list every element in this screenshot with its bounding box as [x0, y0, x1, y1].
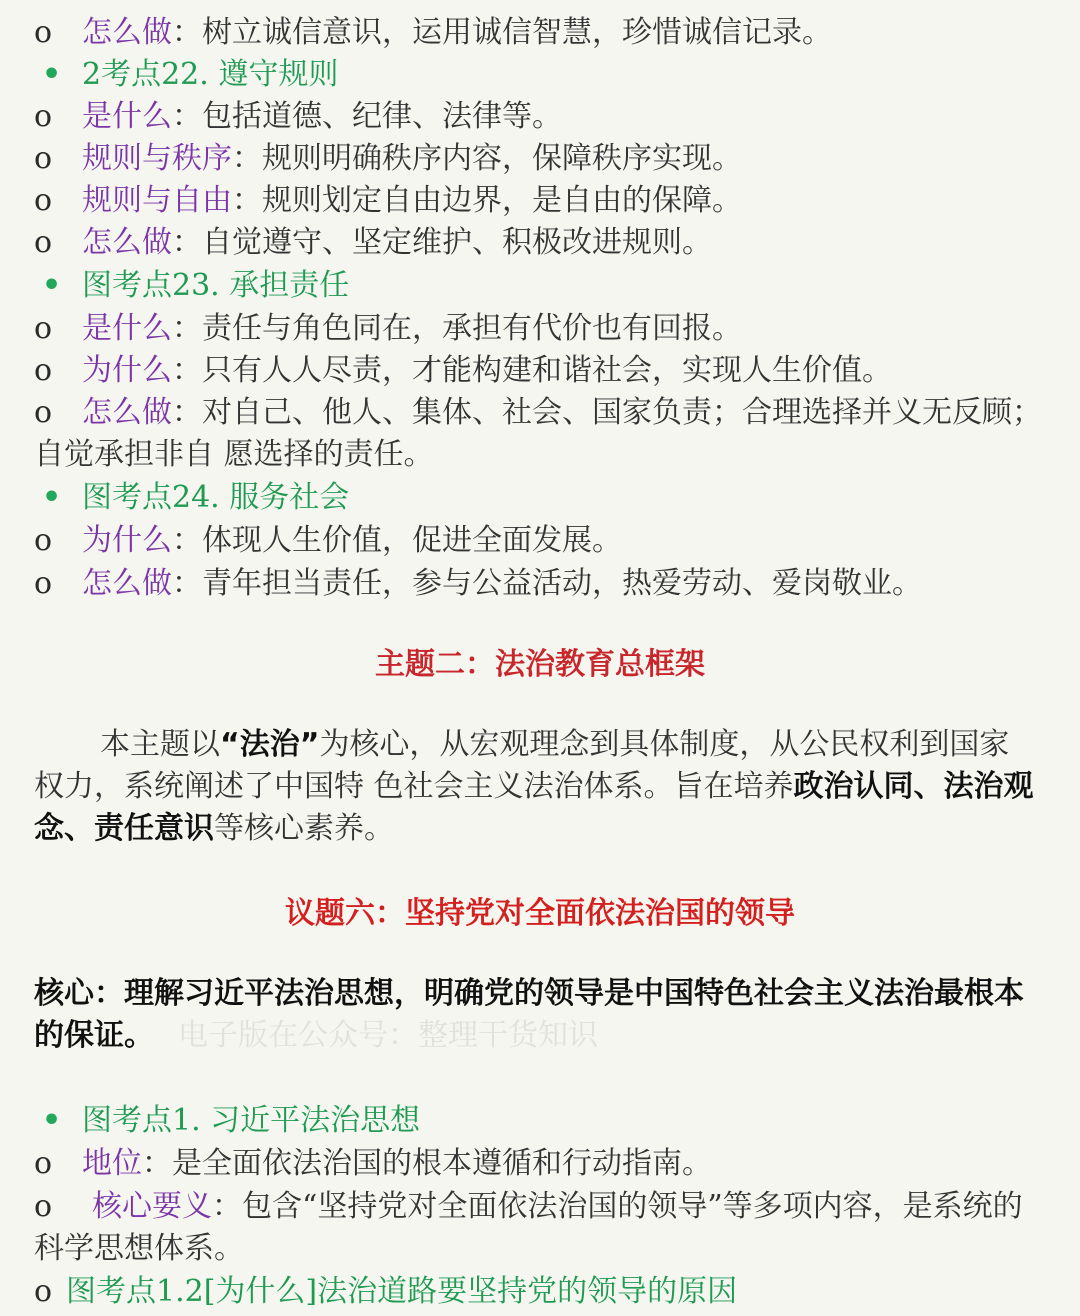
section-heading: [34, 477, 1049, 519]
item-label: 怎么做: [82, 395, 172, 430]
section-heading: [34, 54, 1049, 96]
item-label: 是什么: [82, 99, 172, 134]
item-label: 是什么: [82, 311, 172, 346]
item-colon: ：: [172, 353, 202, 388]
list-item: [34, 12, 1049, 54]
heading-text: 图考点24. 服务社会: [82, 480, 350, 515]
item-label: 核心要义: [92, 1189, 212, 1224]
item-text: 责任与角色同在，承担有代价也有回报。: [202, 311, 742, 346]
bullet-o-icon: o: [34, 99, 53, 134]
item-colon: ：: [172, 311, 202, 346]
list-item: [34, 1143, 1049, 1185]
item-label: 地位: [82, 1146, 142, 1181]
item-text: 自觉遵守、坚定维护、积极改进规则。: [202, 225, 712, 260]
item-colon: ：: [212, 1189, 242, 1224]
bullet-o-icon: o: [34, 1274, 53, 1309]
heading-text: 图考点1. 习近平法治思想: [82, 1103, 421, 1138]
intro-bold-text: 政治认同、法治观念、责任意识: [34, 769, 1034, 846]
list-item: [34, 96, 1049, 138]
item-colon: ：: [142, 1146, 172, 1181]
bullet-o-icon: o: [34, 1146, 53, 1181]
core-statement: [34, 973, 1044, 1057]
item-text: 对自己、他人、集体、社会、国家负责；合理选择并义无反顾；自觉承担非自 愿选择的责任。: [34, 395, 1042, 472]
list-item: [34, 138, 1049, 180]
item-label: 为什么: [82, 353, 172, 388]
bullet-dot-icon: •: [42, 1103, 62, 1138]
item-text: 体现人生价值，促进全面发展。: [202, 523, 622, 558]
list-item: [34, 222, 1049, 264]
topic-title: 议题六：坚持党对全面依法治国的领导: [285, 896, 795, 931]
item-colon: ：: [172, 15, 202, 50]
item-text: 图考点1.2[为什么]法治道路要坚持党的领导的原因: [66, 1274, 738, 1309]
list-item: [34, 1271, 1049, 1313]
item-text: 包括道德、纪律、法律等。: [202, 99, 562, 134]
bullet-o-icon: o: [34, 1189, 53, 1224]
intro-bold-text: 法治: [239, 727, 300, 762]
intro-text: 为核心，从宏观理念到具体制度，从公民权利到国家权力，系统阐述了中国特 色社会主义法治体系。旨在培养: [34, 727, 1010, 804]
item-label: 规则与自由: [82, 183, 232, 218]
intro-paragraph: [34, 724, 1034, 850]
list-item: [34, 350, 1049, 392]
list-item: [34, 392, 1049, 476]
list-item: [34, 308, 1049, 350]
bullet-o-icon: o: [34, 523, 53, 558]
list-item: [34, 563, 1049, 605]
item-text: 树立诚信意识，运用诚信智慧，珍惜诚信记录。: [202, 15, 832, 50]
item-colon: ：: [172, 99, 202, 134]
item-text: 规则划定自由边界，是自由的保障。: [262, 183, 742, 218]
bullet-o-icon: o: [34, 353, 53, 388]
bullet-dot-icon: •: [42, 57, 62, 92]
watermark-text: 电子版在公众号：整理干货知识: [178, 1018, 598, 1053]
bullet-dot-icon: •: [42, 480, 62, 515]
item-text: 青年担当责任，参与公益活动，热爱劳动、爱岗敬业。: [202, 566, 922, 601]
item-text: 规则明确秩序内容，保障秩序实现。: [262, 141, 742, 176]
bullet-dot-icon: •: [42, 268, 62, 303]
section-heading: [34, 1100, 1049, 1142]
bullet-o-icon: o: [34, 225, 53, 260]
section-heading: [34, 265, 1049, 307]
item-colon: ：: [172, 225, 202, 260]
item-label: 为什么: [82, 523, 172, 558]
item-label: 规则与秩序: [82, 141, 232, 176]
bullet-o-icon: o: [34, 141, 53, 176]
heading-text: 2考点22. 遵守规则: [82, 57, 339, 92]
item-colon: ：: [172, 395, 202, 430]
list-item: [34, 1186, 1049, 1270]
bullet-o-icon: o: [34, 395, 53, 430]
core-text: 核心：理解习近平法治思想，明确党的领导是中国特色社会主义法治最根本的保证。: [34, 976, 1024, 1053]
bullet-o-icon: o: [34, 311, 53, 346]
item-label: 怎么做: [82, 15, 172, 50]
item-colon: ：: [232, 141, 262, 176]
intro-quote-close: ”: [299, 727, 320, 762]
list-item: [34, 180, 1049, 222]
item-colon: ：: [232, 183, 262, 218]
intro-quote-open: “: [220, 727, 240, 762]
item-text: 包含“坚持党对全面依法治国的领导”等多项内容，是系统的科学思想体系。: [34, 1189, 1023, 1266]
item-label: 怎么做: [82, 225, 172, 260]
theme-title: 主题二：法治教育总框架: [375, 647, 705, 682]
bullet-o-icon: o: [34, 566, 53, 601]
item-text: 只有人人尽责，才能构建和谐社会，实现人生价值。: [202, 353, 892, 388]
heading-text: 图考点23. 承担责任: [82, 268, 350, 303]
intro-text: 本主题以: [100, 727, 220, 762]
intro-text: 等核心素养。: [214, 811, 394, 846]
bullet-o-icon: o: [34, 183, 53, 218]
item-text: 是全面依法治国的根本遵循和行动指南。: [172, 1146, 712, 1181]
item-colon: ：: [172, 566, 202, 601]
bullet-o-icon: o: [34, 15, 53, 50]
list-item: [34, 520, 1049, 562]
item-label: 怎么做: [82, 566, 172, 601]
item-colon: ：: [172, 523, 202, 558]
